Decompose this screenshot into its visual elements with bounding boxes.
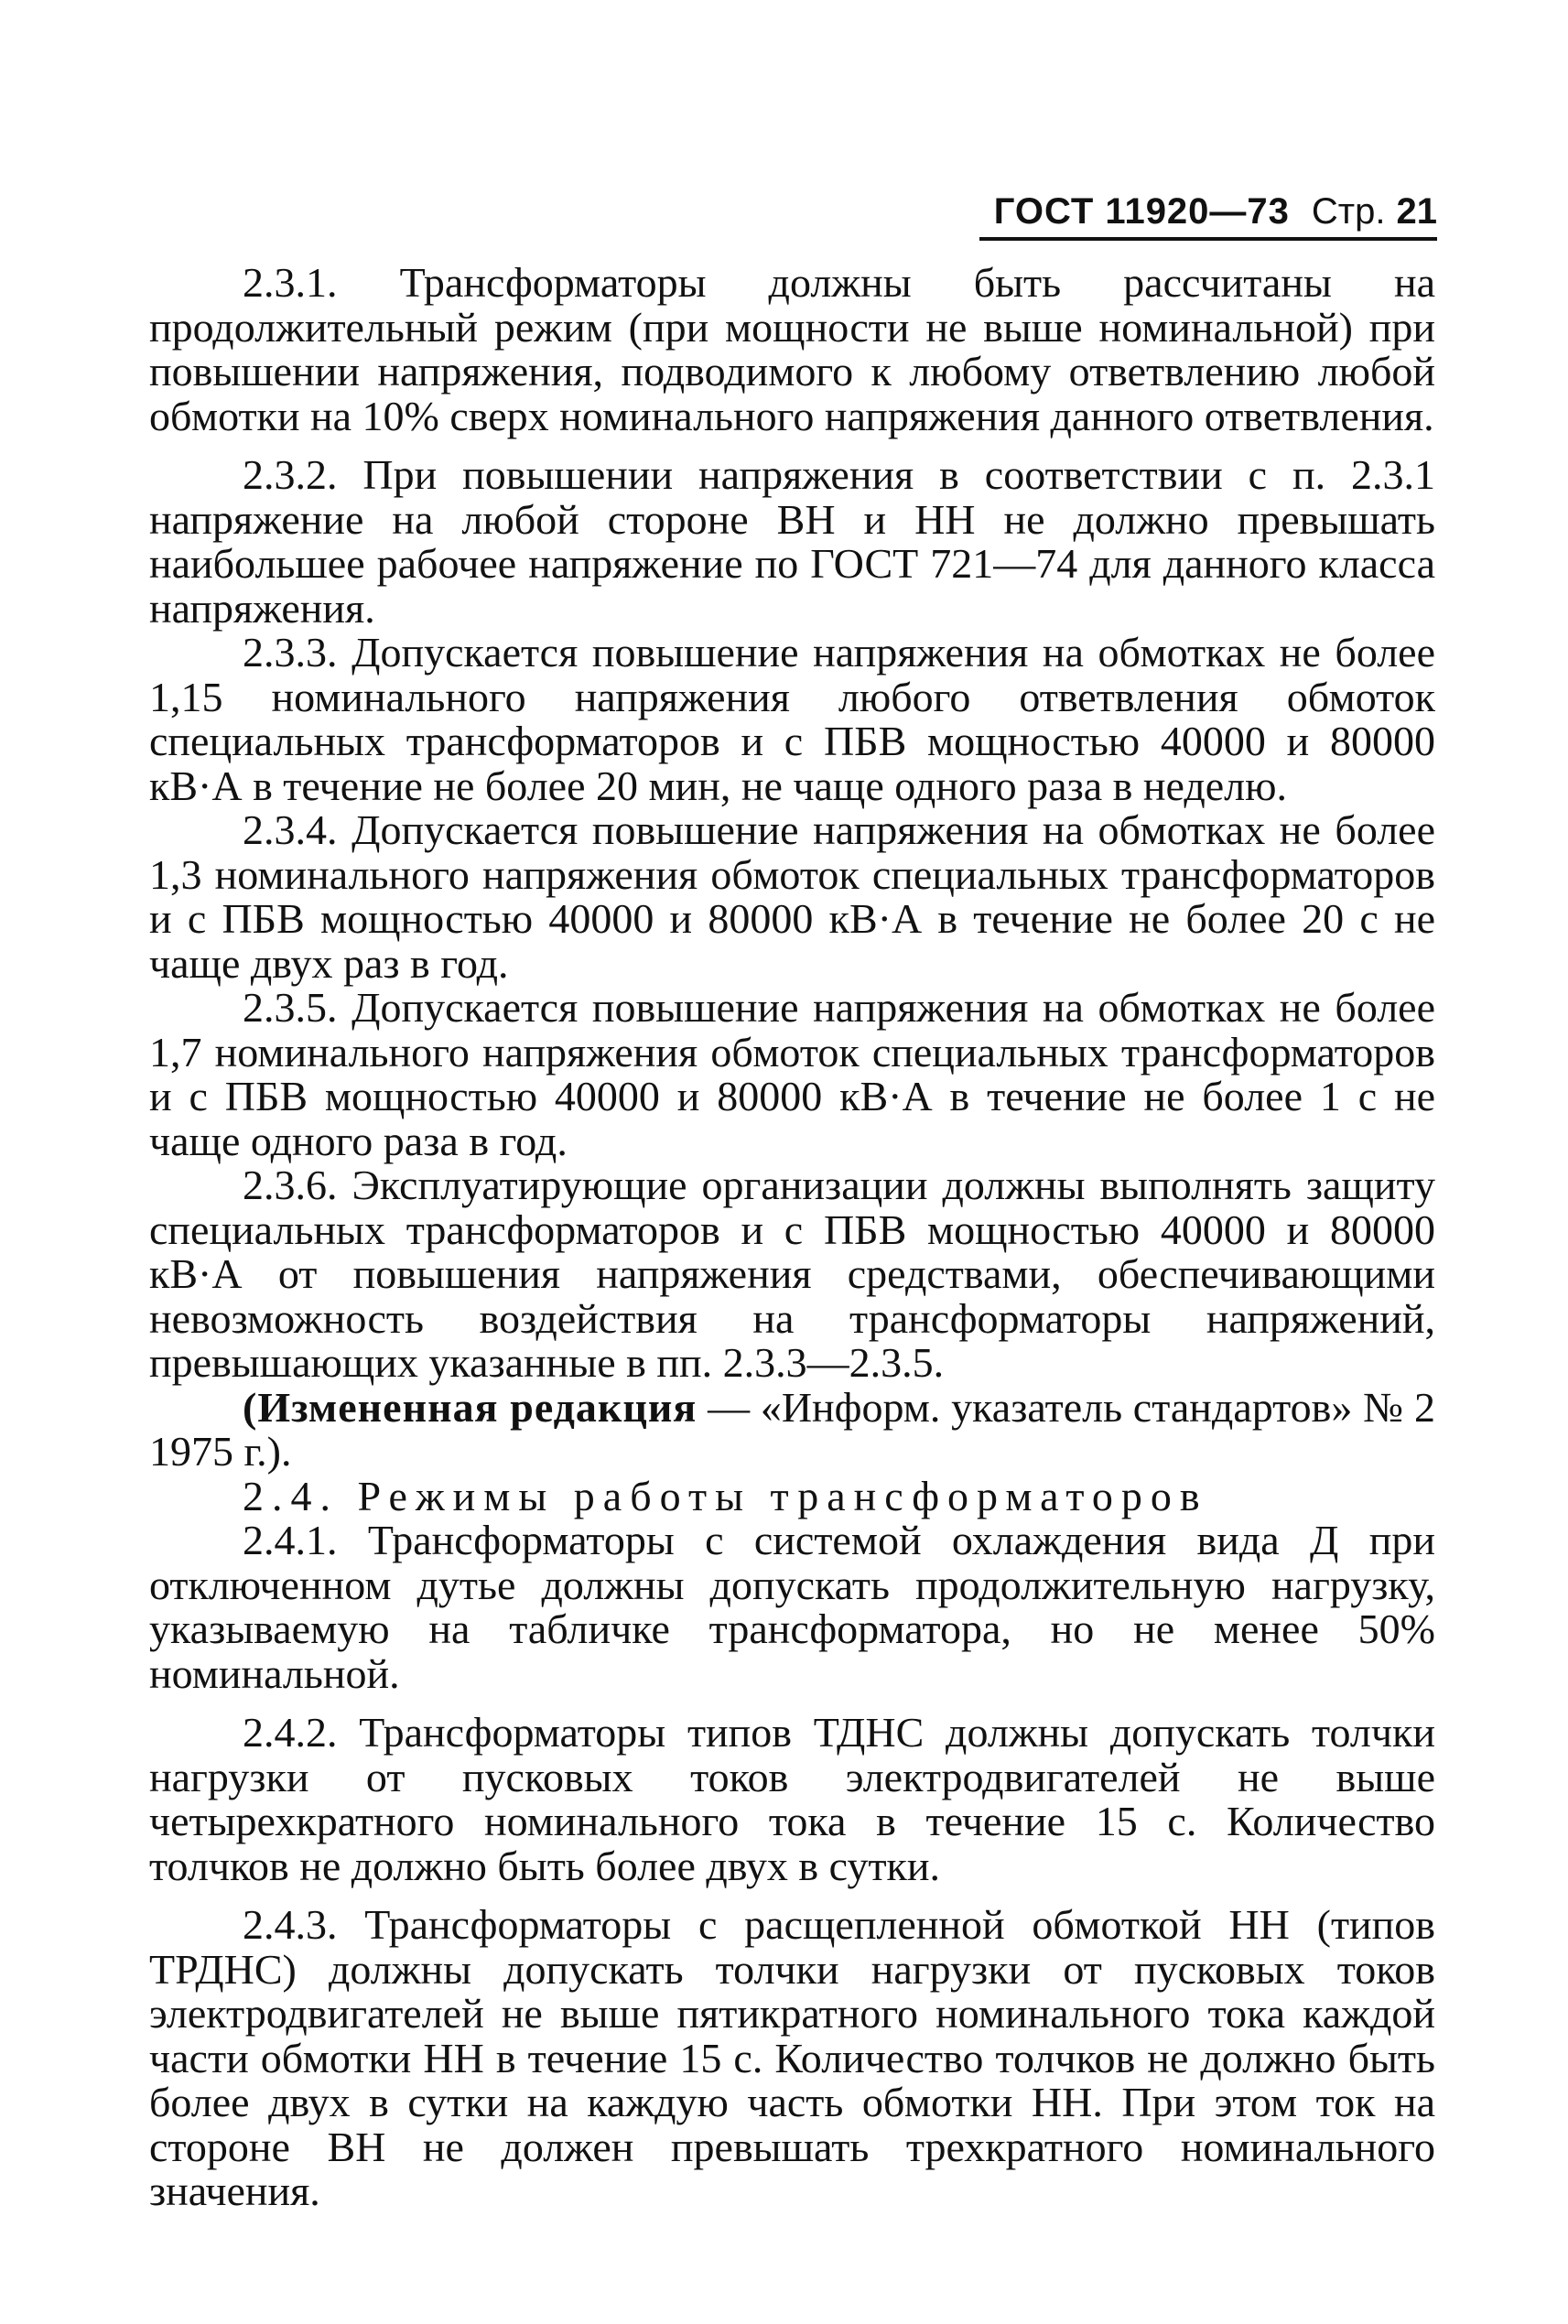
- amendment-note: [149, 1383, 1435, 1475]
- paragraph-2-4-2: 2.4.2. Трансформаторы типов ТДНС должны допускать толчки нагрузки от пусковых токов электродвигателей не выше четырехкратного номинального тока в течение 15 с. Количество толчков не должно быть более двух в сутки.: [149, 1709, 1435, 1889]
- paragraph-2-3-4: 2.3.4. Допускается повышение напряжения на обмотках не более 1,3 номинального напряжения обмоток специальных трансформаторов и с ПБВ мощностью 40000 и 80000 кВ·А в течение не более 20 с не чаще двух раз в год.: [149, 806, 1435, 987]
- amendment-label: (Измененная редакция: [243, 1383, 697, 1431]
- paragraph-2-4-3: 2.4.3. Трансформаторы с расщепленной обмоткой НН (типов ТРДНС) должны допускать толчки нагрузки от пусковых токов электродвигателей не выше пятикратного номинального тока каждой части обмотки НН в течение 15 с. Количество толчков не должно быть более двух в сутки на каждую часть обмотки НН. При этом ток на стороне ВН не должен превышать трехкратного номинального значения.: [149, 1901, 1435, 2214]
- page-header: [979, 188, 1437, 241]
- paragraph-2-3-3: 2.3.3. Допускается повышение напряжения на обмотках не более 1,15 номинального напряжения любого ответвления обмоток специальных трансформаторов и с ПБВ мощностью 40000 и 80000 кВ·А в течение не более 20 мин, не чаще одного раза в неделю.: [149, 629, 1435, 809]
- section-2-4-title: 2.4. Режимы работы трансформаторов: [243, 1472, 1208, 1519]
- paragraph-2-3-1: 2.3.1. Трансформаторы должны быть рассчитаны на продолжительный режим (при мощности не выше номинальной) при повышении напряжения, подводимого к любому ответвлению любой обмотки на 10% сверх номинального напряжения данного ответвления.: [149, 259, 1435, 439]
- document-body: [149, 261, 1435, 2214]
- paragraph-2-3-2: 2.3.2. При повышении напряжения в соответствии с п. 2.3.1 напряжение на любой стороне ВН и НН не должно превышать наибольшее рабочее напряжение по ГОСТ 721—74 для данного класса напряжения.: [149, 451, 1435, 632]
- amendment-reference: — «Информ. указатель стандартов» № 2 1975 г.).: [149, 1383, 1435, 1475]
- standard-number: ГОСТ 11920—73: [993, 191, 1290, 232]
- paragraph-2-4-1: 2.4.1. Трансформаторы с системой охлаждения вида Д при отключенном дутье должны допускать продолжительную нагрузку, указываемую на табличке трансформатора, но не менее 50% номинальной.: [149, 1517, 1435, 1697]
- paragraph-2-3-5: 2.3.5. Допускается повышение напряжения на обмотках не более 1,7 номинального напряжения обмоток специальных трансформаторов и с ПБВ мощностью 40000 и 80000 кВ·А в течение не более 1 с не чаще одного раза в год.: [149, 984, 1435, 1164]
- page-label: Стр.: [1311, 191, 1386, 232]
- page-number: 21: [1396, 191, 1437, 232]
- paragraph-2-3-6: 2.3.6. Эксплуатирующие организации должны выполнять защиту специальных трансформаторов и с ПБВ мощностью 40000 и 80000 кВ·А от повышения напряжения средствами, обеспечивающими невозможность воздействия на трансформаторы напряжений, превышающих указанные в пп. 2.3.3—2.3.5.: [149, 1162, 1435, 1386]
